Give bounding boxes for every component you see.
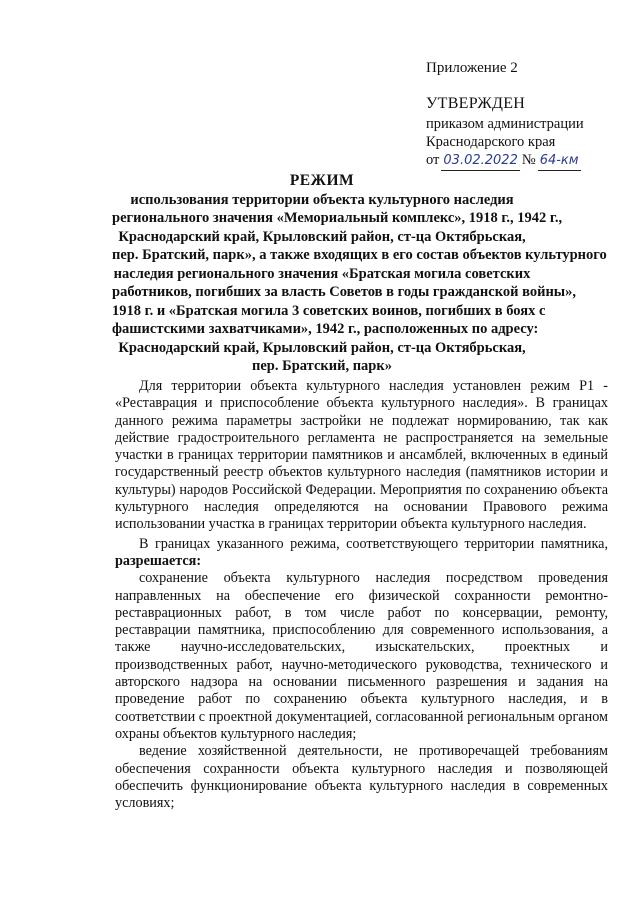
order-date-row	[426, 151, 584, 171]
title-line: Краснодарский край, Крыловский район, ст-ца Октябрьская,	[118, 339, 526, 356]
title-line: наследия регионального значения «Братская могила советских	[113, 265, 531, 282]
approved-line-1: приказом администрации	[426, 116, 584, 132]
body-paragraph-economic-activity: ведение хозяйственной деятельности, не противоречащей требованиям обеспечения сохранности объекта культурного наследия и позволяющей обеспечить функционирование объекта культурного наследия в современных условиях;	[115, 743, 608, 812]
document-title	[112, 172, 607, 376]
approval-stamp-block	[426, 95, 584, 171]
title-line: пер. Братский, парк»	[252, 358, 392, 374]
permitted-intro-text: В границах указанного режима, соответствующего территории памятника,	[139, 535, 608, 552]
appendix-label: Приложение 2	[426, 60, 518, 76]
number-prefix: №	[521, 152, 536, 168]
title-line: пер. Братский, парк», а также входящих в его состав объектов культурного	[112, 247, 607, 263]
title-line: Краснодарский край, Крыловский район, ст-ца Октябрьская,	[118, 228, 526, 245]
approved-line-2: Краснодарского края	[426, 134, 556, 150]
title-line: работников, погибших за власть Советов в годы гражданской войны»,	[112, 284, 576, 300]
handwritten-date: 03.02.2022	[441, 152, 519, 171]
title-main: РЕЖИМ	[289, 172, 355, 189]
title-line: использования территории объекта культурного наследия	[130, 191, 514, 208]
body-paragraph-regime: Для территории объекта культурного наследия установлен режим Р1 - «Реставрация и приспособление объекта культурного наследия». В границах данного режима параметры застройки не подлежат нормированию, так как действие градостроительного регламента не распространяется на земельные участки в границах территории памятников и ансамблей, включенных в единый государственный реестр объектов культурного наследия (памятников истории и культуры) народов Российской Федерации. Мероприятия по сохранению объекта культурного наследия определяются на основании Правового режима использовании участка в границах территории объекта культурного наследия.	[115, 378, 608, 533]
title-line: фашистскими захватчиками», 1942 г., расположенных по адресу:	[112, 321, 539, 337]
handwritten-number: 64-км	[538, 152, 581, 171]
body-paragraph-permitted-intro	[115, 536, 608, 571]
body-paragraph-preservation: сохранение объекта культурного наследия посредством проведения направленных на обеспечение его физической сохранности ремонтно-реставрационных работ, в том числе работ по консервации, ремонту, реставрации памятника, приспособлению для современного использования, а также научно-исследовательских, изыскательских, проектных и производственных работ, научно-методического руководства, технического и авторского надзора на основании письменного разрешения и задания на проведение работ по сохранению объекта культурного наследия, и в соответствии с проектной документацией, согласованной региональным органом охраны объектов культурного наследия;	[115, 570, 608, 742]
title-line: 1918 г. и «Братская могила 3 советских воинов, погибших в боях с	[112, 302, 546, 319]
title-line: регионального значения «Мемориальный комплекс», 1918 г., 1942 г.,	[112, 210, 563, 226]
document-body	[115, 378, 608, 812]
permitted-keyword: разрешается:	[115, 552, 202, 569]
approved-title: УТВЕРЖДЕН	[426, 95, 526, 112]
date-prefix: от	[426, 152, 440, 168]
